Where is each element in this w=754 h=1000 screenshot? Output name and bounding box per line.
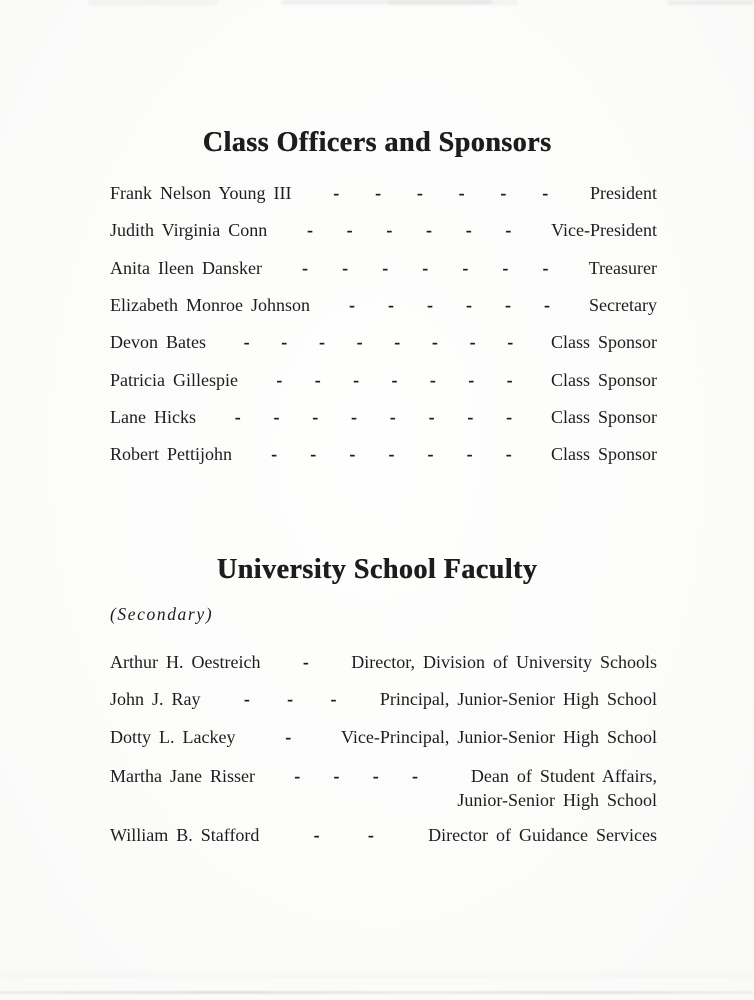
leader-dash: - (462, 256, 469, 279)
leader-dash: - (356, 331, 363, 354)
faculty-role-line-2: Junior-Senior High School (457, 789, 657, 810)
leader-dash: - (389, 405, 396, 428)
officer-row (110, 295, 657, 332)
leader-dash: - (429, 368, 436, 391)
faculty-role (457, 764, 657, 812)
faculty-row (110, 652, 657, 689)
scan-artifact-bottom-shadow (0, 968, 754, 978)
leader-dash: - (318, 331, 325, 354)
leader-dash: - (349, 443, 356, 466)
leader-dash: - (506, 405, 513, 428)
leader-dash: - (302, 650, 309, 673)
faculty-row (110, 825, 657, 862)
officer-row (110, 370, 657, 407)
dash-leader (232, 444, 551, 465)
officer-role: Class Sponsor (550, 406, 657, 427)
officer-row (110, 332, 657, 369)
scan-artifact-bottom-edge (0, 991, 754, 994)
officer-row (110, 407, 657, 444)
officer-row (110, 258, 657, 295)
dash-leader (201, 689, 380, 710)
leader-dash: - (314, 368, 321, 391)
leader-dash: - (388, 443, 395, 466)
leader-dash: - (500, 181, 507, 204)
officer-role: Class Sponsor (550, 332, 657, 353)
faculty-role: Vice-Principal, Junior-Senior High School (340, 726, 657, 747)
leader-dash: - (333, 181, 340, 204)
officers-section-title: Class Officers and Sponsors (202, 127, 552, 158)
leader-dash: - (353, 368, 360, 391)
leader-dash: - (542, 181, 549, 204)
leader-dash: - (416, 181, 423, 204)
dash-leader (255, 766, 457, 787)
leader-dash: - (431, 331, 438, 354)
leader-dash: - (505, 443, 512, 466)
leader-dash: - (333, 764, 340, 787)
leader-dash: - (386, 219, 393, 242)
faculty-role: Principal, Junior-Senior High School (379, 689, 657, 710)
leader-dash: - (281, 331, 288, 354)
faculty-section-title: University School Faculty (216, 554, 538, 585)
leader-dash: - (375, 181, 382, 204)
leader-dash: - (342, 256, 349, 279)
officer-name: Devon Bates (110, 332, 206, 353)
leader-dash: - (426, 293, 433, 316)
officer-role: Class Sponsor (550, 369, 657, 390)
leader-dash: - (306, 219, 313, 242)
leader-dash: - (348, 293, 355, 316)
leader-dash: - (391, 368, 398, 391)
faculty-role-line-1: Dean of Student Affairs, (470, 765, 657, 786)
leader-dash: - (543, 293, 550, 316)
leader-dash: - (367, 824, 374, 847)
faculty-name: John J. Ray (110, 689, 201, 710)
leader-dash: - (542, 256, 549, 279)
leader-dash: - (426, 219, 433, 242)
faculty-role: Director, Division of University Schools (351, 652, 657, 672)
leader-dash: - (330, 688, 337, 711)
leader-dash: - (382, 256, 389, 279)
leader-dash: - (469, 331, 476, 354)
dash-leader (235, 727, 341, 748)
officer-row (110, 183, 657, 220)
leader-dash: - (276, 368, 283, 391)
leader-dash: - (294, 764, 301, 787)
leader-dash: - (271, 443, 278, 466)
officer-name: Robert Pettijohn (110, 444, 232, 465)
officer-role: President (590, 183, 657, 203)
leader-dash: - (387, 293, 394, 316)
leader-dash: - (273, 405, 280, 428)
officer-role: Treasurer (588, 257, 657, 278)
officer-row (110, 444, 657, 481)
faculty-name: William B. Stafford (110, 825, 260, 846)
leader-dash: - (427, 443, 434, 466)
officer-name: Judith Virginia Conn (110, 220, 268, 241)
officer-role: Class Sponsor (550, 444, 657, 465)
leader-dash: - (465, 293, 472, 316)
leader-dash: - (234, 405, 241, 428)
faculty-subtitle: (Secondary) (110, 604, 214, 624)
officer-name: Lane Hicks (110, 406, 196, 427)
officer-name: Anita Ileen Dansker (110, 257, 262, 278)
leader-dash: - (312, 405, 319, 428)
officer-name: Frank Nelson Young III (110, 183, 292, 203)
leader-dash: - (346, 219, 353, 242)
leader-dash: - (467, 405, 474, 428)
leader-dash: - (504, 293, 511, 316)
officer-role: Secretary (589, 294, 657, 315)
leader-dash: - (243, 688, 250, 711)
leader-dash: - (287, 688, 294, 711)
leader-dash: - (313, 824, 320, 847)
dash-leader (206, 332, 551, 353)
faculty-list (110, 652, 657, 863)
officer-role: Vice-President (551, 220, 657, 241)
leader-dash: - (351, 405, 358, 428)
leader-dash: - (394, 331, 401, 354)
dash-leader (238, 370, 551, 391)
faculty-row (110, 764, 657, 826)
officer-name: Elizabeth Monroe Johnson (110, 294, 310, 315)
officers-list (110, 183, 657, 482)
dash-leader (259, 825, 428, 846)
dash-leader (310, 295, 589, 316)
leader-dash: - (428, 405, 435, 428)
officer-name: Patricia Gillespie (110, 369, 238, 390)
officer-row (110, 220, 657, 257)
leader-dash: - (466, 443, 473, 466)
faculty-row (110, 727, 657, 764)
dash-leader (196, 407, 551, 428)
dash-leader (267, 220, 551, 241)
leader-dash: - (412, 764, 419, 787)
leader-dash: - (458, 181, 465, 204)
leader-dash: - (302, 256, 309, 279)
faculty-role: Director of Guidance Services (428, 825, 657, 846)
leader-dash: - (468, 368, 475, 391)
leader-dash: - (243, 331, 250, 354)
leader-dash: - (507, 331, 514, 354)
leader-dash: - (506, 368, 513, 391)
scan-artifact-top-3 (388, 0, 518, 5)
dash-leader (262, 258, 589, 279)
leader-dash: - (505, 219, 512, 242)
dash-leader (260, 652, 351, 673)
leader-dash: - (422, 256, 429, 279)
scan-artifact-top-4 (668, 0, 754, 5)
leader-dash: - (502, 256, 509, 279)
faculty-name: Martha Jane Risser (110, 765, 255, 786)
leader-dash: - (372, 764, 379, 787)
leader-dash: - (465, 219, 472, 242)
dash-leader (292, 183, 591, 204)
leader-dash: - (310, 443, 317, 466)
scan-artifact-top-1 (88, 0, 218, 5)
faculty-name: Arthur H. Oestreich (110, 652, 261, 672)
leader-dash: - (285, 725, 292, 748)
faculty-row (110, 689, 657, 726)
faculty-name: Dotty L. Lackey (110, 726, 236, 747)
